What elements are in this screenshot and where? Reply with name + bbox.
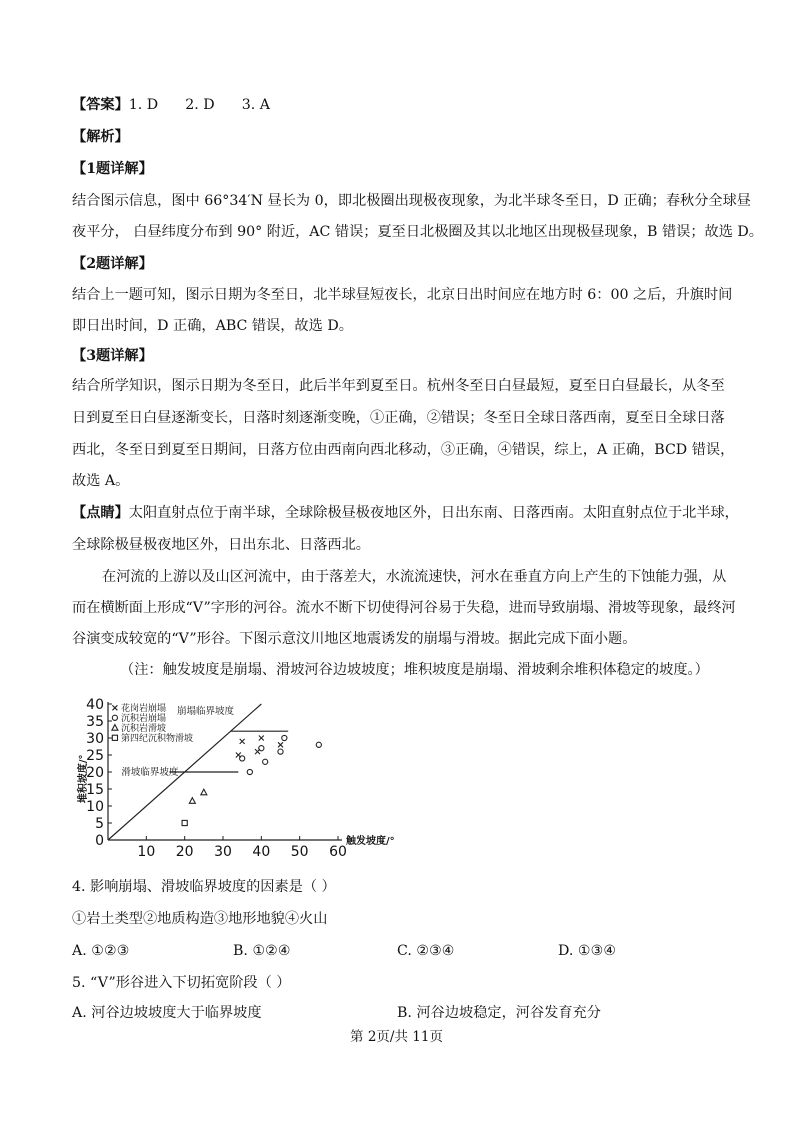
q1-title: 【1题详解】 (72, 161, 153, 177)
q4-option-b[interactable]: B. ①②④ (233, 943, 291, 959)
q2-title: 【2题详解】 (72, 256, 153, 272)
legend-marker (112, 715, 117, 720)
q5-stem: 5. “V”形谷进入下切拓宽阶段（ ） (72, 975, 291, 991)
q4-option-a[interactable]: A. ①②③ (72, 943, 130, 959)
q4-stem: 4. 影响崩塌、滑坡临界坡度的因素是（ ） (72, 879, 336, 895)
data-point (247, 769, 252, 774)
y-tick-label: 5 (95, 816, 104, 832)
q3-text-3: 西北，冬至日到夏至日期间，日落方位由西南向西北移动，③正确，④错误，综上，A 正确，BCD 错误， (72, 442, 735, 458)
legend-marker (112, 725, 118, 731)
x-tick-label: 20 (175, 844, 194, 860)
q4-option-c[interactable]: C. ②③④ (397, 943, 455, 959)
data-point (263, 759, 268, 764)
data-point (189, 798, 195, 804)
q5-option-a[interactable]: A. 河谷边坡坡度大于临界坡度 (72, 1005, 262, 1021)
data-point (240, 756, 245, 761)
q2-text-1: 结合上一题可知，图示日期为冬至日，北半球昼短夜长，北京日出时间应在地方时 6：00 之后，升旗时间 (72, 287, 733, 303)
y-tick-label: 30 (86, 731, 104, 747)
answer-line (72, 95, 270, 115)
passage-line-3: 谷演变成较宽的“V”形谷。下图示意汶川地区地震诱发的崩塌与滑坡。据此完成下面小题。 (72, 631, 637, 647)
q1-text-2: 夜平分， 白昼纬度分布到 90° 附近，AC 错误；夏至日北极圈及其以北地区出现极昼现象，B 错误；故选 D。 (72, 224, 763, 240)
x-tick-label: 60 (329, 844, 347, 860)
tip-text-2: 全球除极昼极夜地区外，日出东北、日落西北。 (72, 537, 370, 553)
x-axis-label: 触发坡度/° (346, 836, 395, 847)
y-tick-label: 0 (95, 833, 104, 849)
y-tick-label: 40 (86, 697, 104, 713)
q3-text-1: 结合所学知识，图示日期为冬至日，此后半年到夏至日。杭州冬至日白昼最短，夏至日白昼最长，从冬至 (72, 378, 725, 394)
q4-option-d[interactable]: D. ①③④ (558, 943, 617, 959)
threshold-label: 滑坡临界坡度 (121, 767, 179, 778)
x-tick-label: 40 (252, 844, 271, 860)
legend-marker (112, 705, 117, 710)
y-tick-label: 35 (86, 714, 104, 730)
chart-note: （注：触发坡度是崩塌、滑坡河谷边坡坡度；堆积坡度是崩塌、滑坡剩余堆积体稳定的坡度。） (120, 662, 709, 678)
legend-marker (112, 735, 117, 740)
answer-items: 1. D 2. D 3. A (128, 97, 271, 113)
y-tick-label: 10 (86, 799, 104, 815)
q2-text-2: 即日出时间，D 正确，ABC 错误，故选 D。 (72, 318, 353, 334)
tip-line-1 (72, 503, 739, 523)
x-tick-label: 50 (290, 844, 309, 860)
data-point (316, 742, 321, 747)
legend-label: 沉积岩滑坡 (121, 723, 167, 734)
y-tick-label: 20 (86, 765, 104, 781)
passage-line-2: 而在横断面上形成“V”字形的河谷。流水不断下切使得河谷易于失稳，进而导致崩塌、滑坡等现象，最终河 (72, 600, 736, 616)
data-point (201, 789, 207, 795)
legend-label: 第四纪沉积物滑坡 (121, 733, 194, 744)
y-tick-label: 15 (86, 782, 104, 798)
legend-label: 花岗岩崩塌 (121, 703, 167, 714)
q5-option-b[interactable]: B. 河谷边坡稳定，河谷发育充分 (397, 1005, 601, 1021)
page-footer: 第 2页/共 11页 (350, 1029, 443, 1045)
q1-text-1: 结合图示信息，图中 66°34′N 昼长为 0，即北极圈出现极夜现象，为北半球冬至日，D 正确；春秋分全球昼 (72, 193, 751, 209)
q3-title: 【3题详解】 (72, 348, 153, 364)
y-axis-label: 堆积坡度/° (78, 754, 89, 804)
analysis-label: 【解析】 (72, 129, 129, 145)
data-point (282, 735, 287, 740)
data-point (259, 746, 264, 751)
data-point (240, 739, 245, 744)
data-point (278, 742, 283, 747)
q3-text-4: 故选 A。 (72, 473, 130, 489)
data-point (182, 820, 187, 825)
q4-factors: ①岩土类型②地质构造③地形地貌④火山 (72, 911, 328, 927)
tip-label: 【点睛】 (72, 505, 129, 521)
y-tick-label: 25 (86, 748, 104, 764)
data-point (259, 736, 264, 741)
x-tick-label: 10 (137, 844, 156, 860)
q3-text-2: 日到夏至日白昼逐渐变长，日落时刻逐渐变晚，①正确，②错误；冬至日全球日落西南，夏至日全球日落 (72, 410, 725, 426)
passage-line-1: 在河流的上游以及山区河流中，由于落差大，水流流速快，河水在垂直方向上产生的下蚀能力强，从 (102, 569, 727, 585)
legend-label: 沉积岩崩塌 (121, 713, 167, 724)
threshold-label: 崩塌临界坡度 (177, 706, 235, 718)
slope-scatter-chart (80, 690, 440, 868)
answer-label: 【答案】 (72, 97, 129, 113)
tip-text-1: 太阳直射点位于南半球，全球除极昼极夜地区外，日出东南、日落西南。太阳直射点位于北半球， (128, 505, 739, 521)
x-tick-label: 30 (214, 844, 232, 860)
data-point (278, 749, 283, 754)
